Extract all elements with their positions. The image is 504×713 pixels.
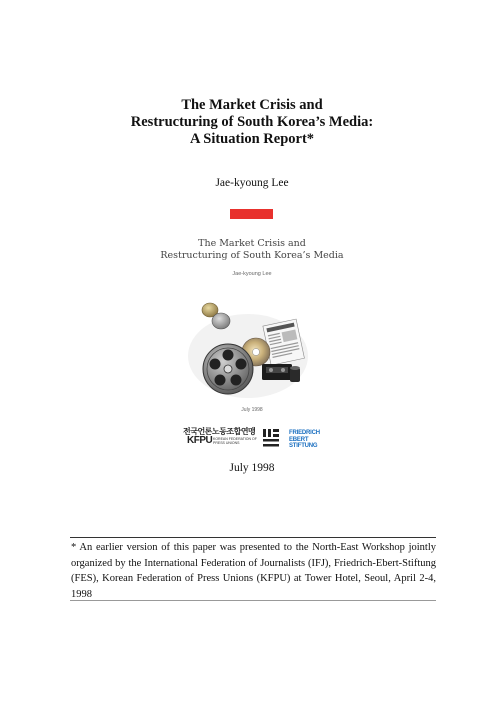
title-line-3: A Situation Report* [189,131,315,147]
title-line-1: The Market Crisis and [181,97,323,113]
cover-author: Jae-kyoung Lee [232,271,272,277]
red-accent-bar [230,209,273,219]
video-cassette-icon [262,364,292,380]
title-line-2: Restructuring of South Korea’s Media: [130,114,374,130]
cover-title [0,238,504,262]
cover-date: July 1998 [241,407,263,413]
media-collage-image [186,294,316,404]
kfpu-hangul-name: 전국언론노동조합연맹 [183,427,256,436]
footnote-rule-bottom [70,600,436,601]
kfpu-abbreviation: KFPU [187,435,213,446]
ifj-logo-icon [262,428,280,448]
fes-logo [289,430,325,450]
coin-icon [202,303,230,329]
publication-date: July 1998 [229,462,275,474]
author-name: Jae-kyoung Lee [215,177,289,189]
document-title [0,97,504,148]
kfpu-full-name: KOREAN FEDERATION OF PRESS UNIONS [213,437,257,445]
fes-line-1: FRIEDRICH [289,430,320,436]
cover-title-line-1: The Market Crisis and [198,238,306,249]
kfpu-logo [183,426,255,450]
film-reel-icon [203,344,253,394]
cover-title-line-2: Restructuring of South Korea’s Media [160,250,344,261]
film-roll-icon [290,366,300,382]
footnote-text: * An earlier version of this paper was presented to the North-East Workshop jointly organized by the International Federation of Journalists (IFJ), Friedrich-Ebert-Stiftung (FES), Korean Federation of Press Unions (KFPU) at Tower Hotel, Seoul, April 2-4, 1998 [71,542,436,600]
fes-line-2: EBERT [289,436,309,443]
footnote-rule-top [70,537,436,538]
fes-line-3: STIFTUNG [289,443,318,449]
